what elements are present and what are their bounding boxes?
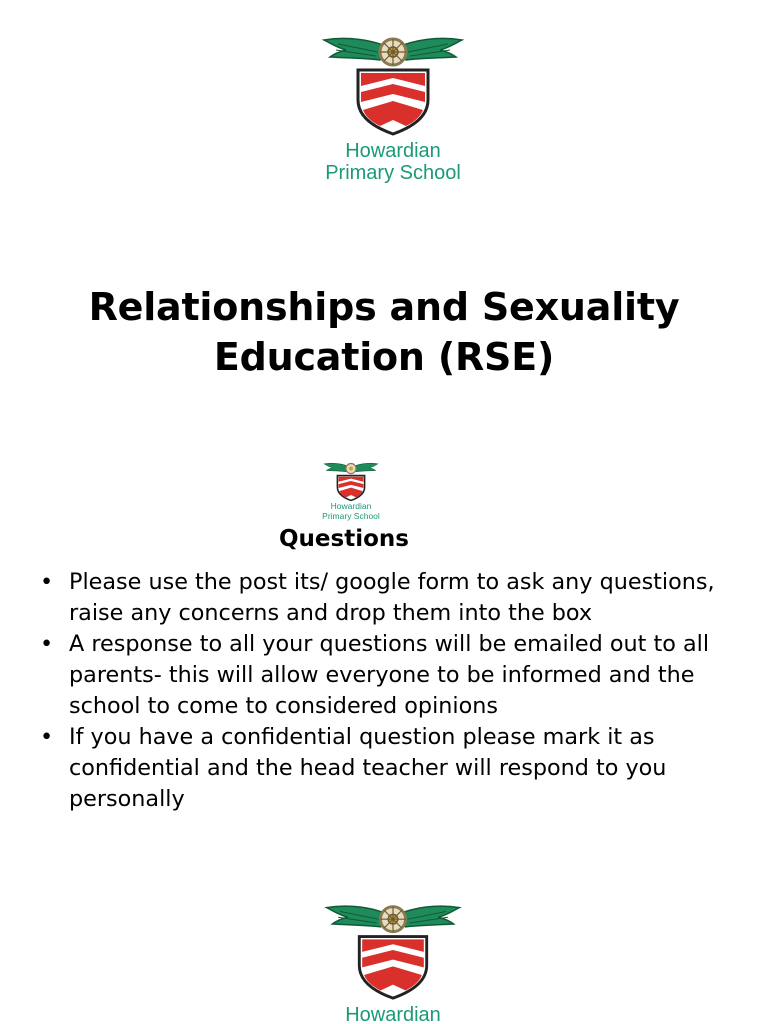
bullet-icon: • [40, 569, 54, 595]
bullet-icon: • [40, 631, 54, 657]
bullet-text: A response to all your questions will be emailed out to all parents- this will allow everyone to be informed and the school to come to considered opinions [69, 631, 710, 719]
logo-line-2: Primary School [325, 162, 461, 185]
bullet-icon: • [40, 724, 54, 750]
logo-line-2: Primary School [322, 510, 380, 521]
logo-line-1: Howardian [345, 140, 441, 162]
school-crest-icon [318, 898, 468, 1002]
bullet-text: If you have a confidential question please mark it as confidential and the head teacher will respond to you personally [69, 724, 667, 812]
logo-wordmark [318, 1004, 468, 1024]
questions-heading: Questions [279, 526, 409, 552]
bullet-text: Please use the post its/ google form to ask any questions, raise any concerns and drop them into the box [69, 569, 715, 626]
logo-line-1: Howardian [345, 1004, 441, 1024]
title-line-2: Education (RSE) [213, 335, 555, 379]
logo-line-1: Howardian [330, 501, 372, 511]
title-line-1: Relationships and Sexuality [88, 285, 680, 329]
school-logo [318, 898, 468, 1024]
